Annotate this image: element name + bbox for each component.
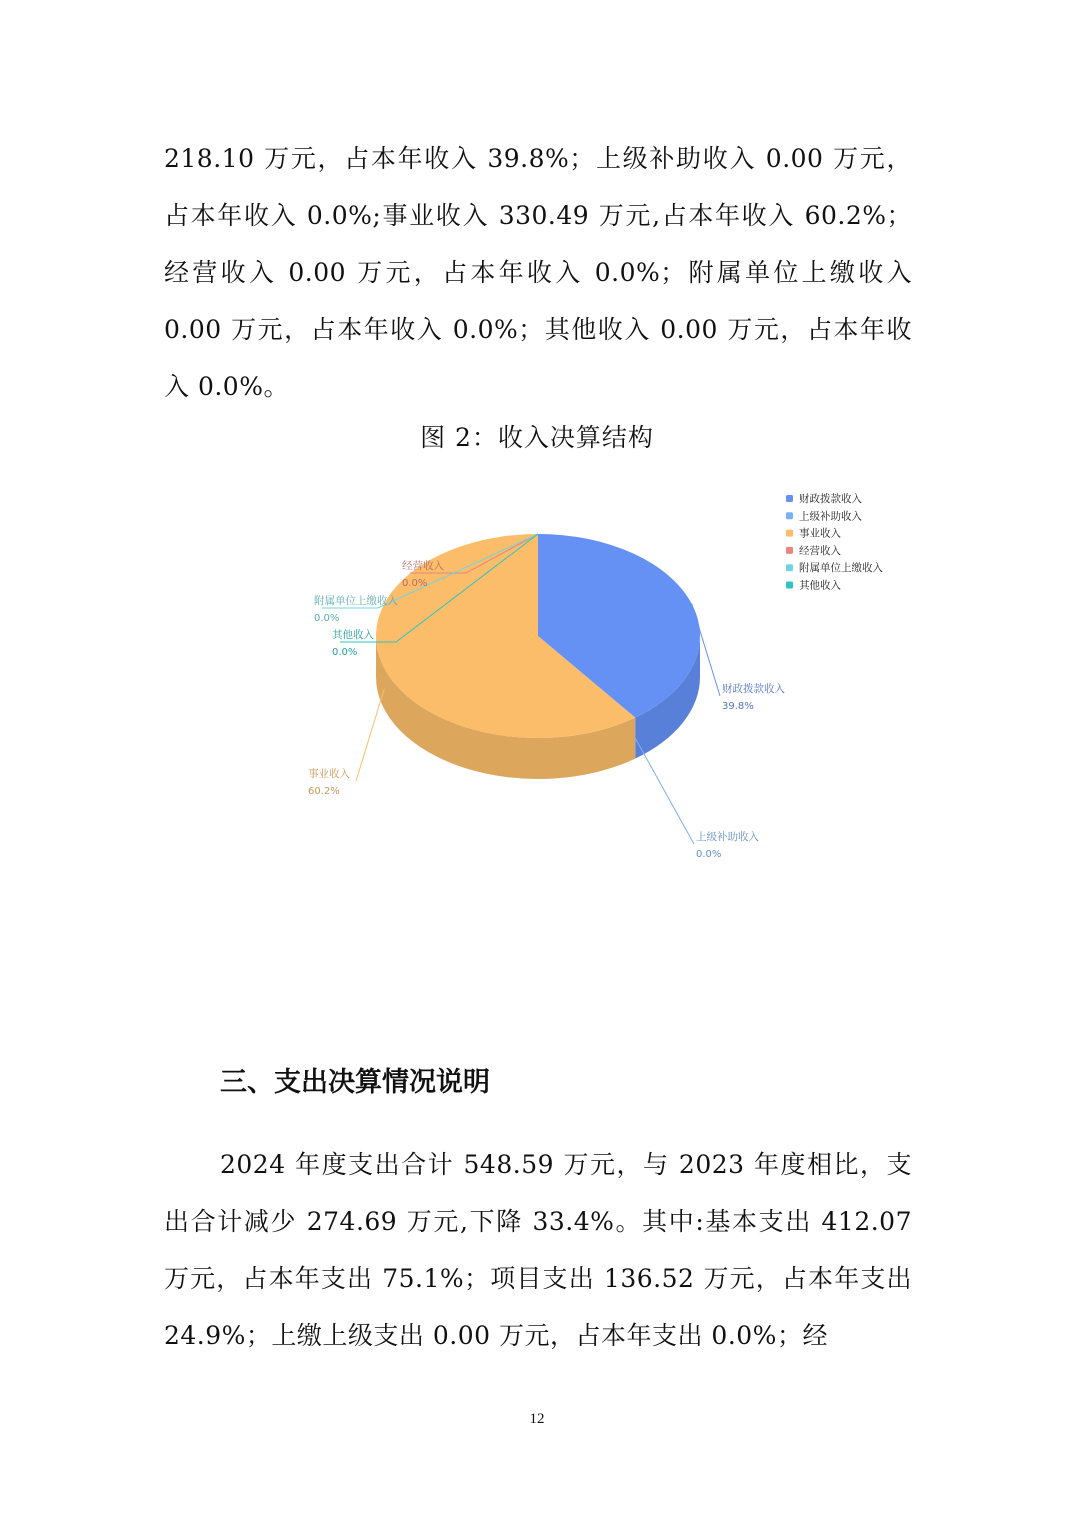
pie-label-name: 经营收入 xyxy=(402,560,444,572)
legend-label: 财政拨款收入 xyxy=(799,493,862,505)
legend-swatch xyxy=(786,512,793,519)
page-number: 12 xyxy=(529,1411,545,1427)
legend-label: 其他收入 xyxy=(799,579,841,592)
pie-label-percent: 60.2% xyxy=(308,786,340,797)
pie-label-name: 上级补助收入 xyxy=(696,831,759,843)
legend-label: 经营收入 xyxy=(799,544,841,557)
pie-label-percent: 0.0% xyxy=(696,849,722,860)
legend-swatch xyxy=(786,530,793,537)
legend-label: 事业收入 xyxy=(799,527,841,540)
section-heading: 三、支出决算情况说明 xyxy=(220,1067,490,1098)
body-paragraph: 218.10 万元，占本年收入 39.8%；上级补助收入 0.00 万元，占本年收入 0.0%;事业收入 330.49 万元,占本年收入 60.2%；经营收入 0.00 万元，占本年收入 0.0%；附属单位上缴收入 0.00 万元，占本年收入 0.0%；其他收入 0.00 万元，占本年收入 0.0%。 xyxy=(164,144,912,401)
pie-label-name: 财政拨款收入 xyxy=(722,683,785,695)
pie-label-percent: 0.0% xyxy=(332,647,358,658)
pie-label-percent: 0.0% xyxy=(314,613,340,624)
income-pie-chart xyxy=(290,480,910,900)
pie-leader-line xyxy=(635,738,694,844)
body-paragraph: 2024 年度支出合计 548.59 万元，与 2023 年度相比，支出合计减少 274.69 万元,下降 33.4%。其中:基本支出 412.07 万元，占本年支出 75.1%；项目支出 136.52 万元，占本年支出 24.9%；上缴上级支出 0.00 万元，占本年支出 0.0%；经 xyxy=(164,1150,912,1350)
pie-label-percent: 0.0% xyxy=(402,578,428,589)
legend-label: 附属单位上缴收入 xyxy=(799,562,883,575)
pie-label-percent: 39.8% xyxy=(722,701,754,712)
legend-swatch xyxy=(786,564,793,571)
legend-swatch xyxy=(786,495,793,502)
legend-swatch xyxy=(786,582,793,589)
figure-title: 图 2：收入决算结构 xyxy=(420,423,654,452)
pie-label-name: 其他收入 xyxy=(332,629,374,641)
pie-label-name: 事业收入 xyxy=(308,768,350,780)
pie-label-name: 附属单位上缴收入 xyxy=(314,595,398,607)
legend-label: 上级补助收入 xyxy=(799,510,862,523)
pie-leader-line xyxy=(356,689,384,781)
legend-swatch xyxy=(786,547,793,554)
